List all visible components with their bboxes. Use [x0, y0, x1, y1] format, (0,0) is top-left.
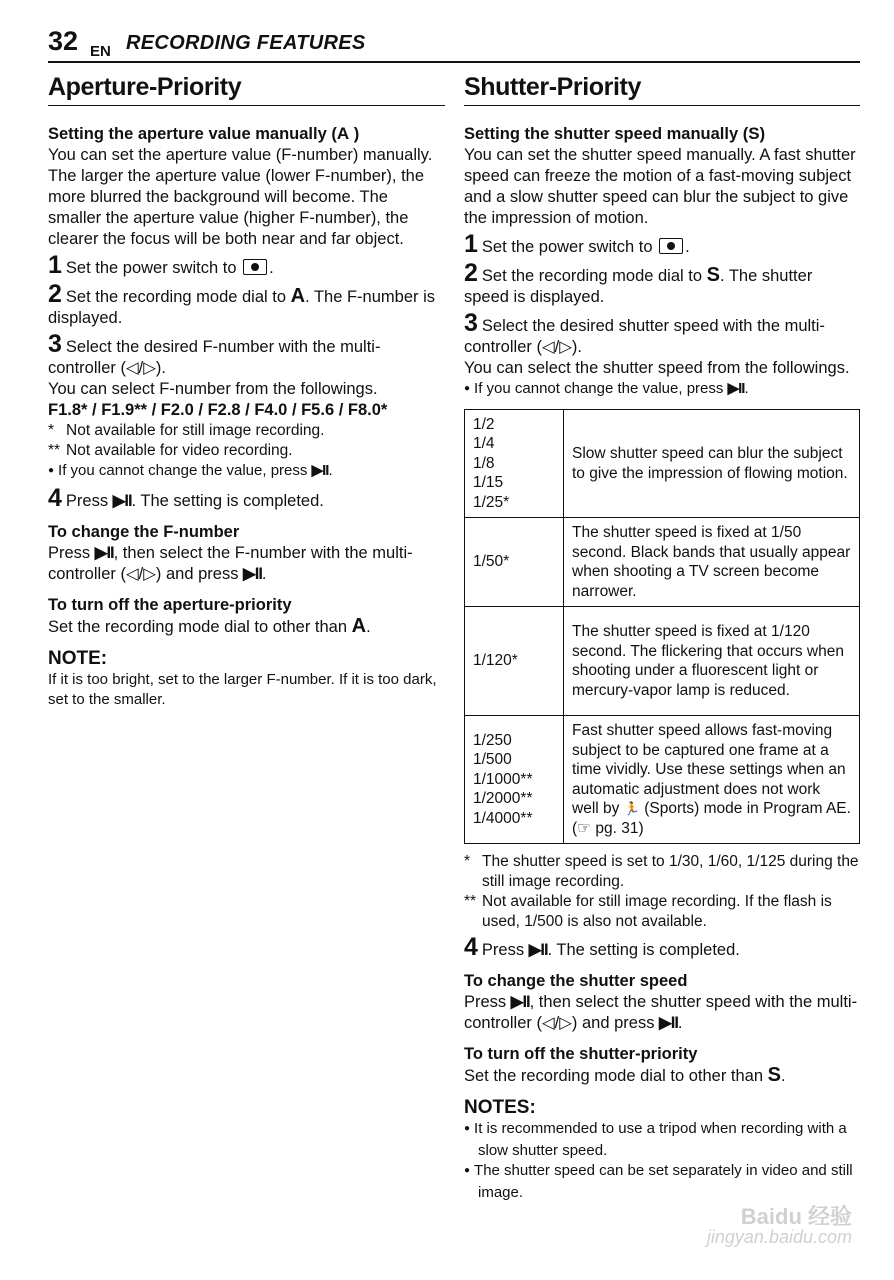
footnote-double-star: ** Not available for video recording.: [48, 442, 293, 459]
shutter-select-text: You can select the shutter speed from the followings.: [464, 359, 850, 377]
footnote-single-star: * Not available for still image recording.: [48, 422, 325, 439]
description-cell: Fast shutter speed allows fast-moving subject to be captured one frame at a time vividly. Use these settings when an automatic adjustment does not work well by 🏃 (Sports) mode in Program AE. (☞ pg. 31): [564, 716, 860, 844]
section-title-aperture: Aperture-Priority: [48, 70, 445, 106]
change-shutter-text: Press ▶II, then select the shutter speed with the multi-controller (◁/▷) and press ▶II.: [464, 993, 858, 1032]
play-pause-icon: ▶II: [659, 1014, 678, 1032]
shutter-manual-heading: Setting the shutter speed manually (S): [464, 124, 766, 143]
shutter-mode-icon: S: [748, 124, 760, 143]
language-label: EN: [90, 43, 111, 60]
aperture-mode-icon: A: [290, 285, 306, 307]
speed-cell: 1/50*: [465, 518, 564, 607]
shutter-intro-text: You can set the shutter speed manually. A fast shutter speed can freeze the motion of a fast-moving subject and a slow shutter speed can blur the subject to give the impression of motion.: [464, 146, 856, 227]
shutter-step-4: 4 Press ▶II. The setting is completed.: [464, 933, 740, 961]
play-pause-icon: ▶II: [510, 993, 530, 1011]
aperture-manual-heading: Setting the aperture value manually (A ): [48, 124, 360, 143]
turn-off-shutter-heading: To turn off the shutter-priority: [464, 1045, 698, 1063]
description-cell: The shutter speed is fixed at 1/120 second. The flickering that occurs when shooting under a fluorescent light or mercury-vapor lamp is reduced.: [564, 607, 860, 716]
note-title: NOTE:: [48, 648, 108, 669]
change-fnumber-text: Press ▶II, then select the F-number with the multi-controller (◁/▷) and press ▶II.: [48, 544, 413, 583]
turn-off-shutter-text: Set the recording mode dial to other than S.: [464, 1064, 786, 1086]
watermark-url: jingyan.baidu.com: [706, 1227, 852, 1247]
aperture-mode-icon: A: [336, 124, 350, 143]
aperture-step-3: 3 Select the desired F-number with the multi-controller (◁/▷).: [48, 330, 381, 377]
page-number: 32: [48, 26, 79, 56]
table-footnotes: [464, 852, 860, 932]
page-header: [48, 26, 860, 63]
play-pause-icon: ▶II: [727, 380, 745, 397]
note-item: ● It is recommended to use a tripod when recording with a slow shutter speed.: [464, 1119, 860, 1161]
play-pause-icon: ▶II: [311, 462, 329, 479]
speed-cell: 1/250 1/500 1/1000** 1/2000** 1/4000**: [465, 716, 564, 844]
shutter-cannot-change-note: ● If you cannot change the value, press ▶II.: [464, 379, 860, 401]
fnumber-list: F1.8* / F1.9** / F2.0 / F2.8 / F4.0 / F5.6 / F8.0*: [48, 401, 388, 419]
table-row: [465, 607, 860, 716]
sports-icon: 🏃: [623, 801, 640, 816]
aperture-cannot-change-note: ● If you cannot change the value, press ▶II.: [48, 461, 445, 483]
aperture-step-2: 2 Set the recording mode dial to A. The F-number is displayed.: [48, 280, 435, 327]
aperture-priority-column: [48, 70, 445, 710]
speed-cell: 1/120*: [465, 607, 564, 716]
chapter-title: RECORDING FEATURES: [126, 32, 366, 54]
watermark: [707, 1206, 852, 1248]
table-row: [465, 518, 860, 607]
speed-cell: 1/2 1/4 1/8 1/15 1/25*: [465, 410, 564, 518]
notes-title: NOTES:: [464, 1097, 536, 1118]
shutter-step-2: 2 Set the recording mode dial to S. The shutter speed is displayed.: [464, 259, 813, 306]
aperture-intro-text: You can set the aperture value (F-number) manually. The larger the aperture value (lower F-number), the more blurred the background will become. The smaller the aperture value (higher F-number), the clearer the focus will be both near and far object.: [48, 146, 433, 248]
shutter-mode-icon: S: [706, 264, 720, 286]
play-pause-icon: ▶II: [112, 492, 132, 510]
shutter-speed-table: [464, 409, 860, 844]
shutter-priority-column: [464, 70, 860, 1203]
shutter-mode-icon: S: [767, 1064, 781, 1086]
table-row: [465, 410, 860, 518]
description-cell: Slow shutter speed can blur the subject to give the impression of flowing motion.: [564, 410, 860, 518]
change-fnumber-heading: To change the F-number: [48, 523, 240, 541]
aperture-step-1: 1 Set the power switch to .: [48, 251, 274, 279]
record-switch-icon: [243, 259, 267, 275]
footnote-single-star: * The shutter speed is set to 1/30, 1/60, 1/125 during the still image recording.: [464, 853, 859, 890]
footnote-double-star: ** Not available for still image recording. If the flash is used, 1/500 is also not available.: [464, 893, 832, 930]
play-pause-icon: ▶II: [243, 565, 262, 583]
description-cell: The shutter speed is fixed at 1/50 second. Black bands that usually appear when shooting a TV screen become narrower.: [564, 518, 860, 607]
fnumber-select-text: You can select F-number from the followings.: [48, 380, 378, 398]
note-item: ● The shutter speed can be set separately in video and still image.: [464, 1161, 860, 1203]
shutter-step-1: 1 Set the power switch to .: [464, 230, 690, 258]
record-switch-icon: [659, 238, 683, 254]
turn-off-aperture-text: Set the recording mode dial to other than A.: [48, 615, 371, 637]
play-pause-icon: ▶II: [528, 941, 548, 959]
note-text: If it is too bright, set to the larger F-number. If it is too dark, set to the smaller.: [48, 671, 437, 708]
pointer-icon: ☞: [577, 819, 592, 837]
section-title-shutter: Shutter-Priority: [464, 70, 860, 106]
play-pause-icon: ▶II: [94, 544, 114, 562]
change-shutter-heading: To change the shutter speed: [464, 972, 688, 990]
shutter-step-3: 3 Select the desired shutter speed with the multi-controller (◁/▷).: [464, 309, 825, 356]
turn-off-aperture-heading: To turn off the aperture-priority: [48, 596, 292, 614]
table-row: [465, 716, 860, 844]
watermark-brand: Baidu 经验: [740, 1204, 852, 1229]
aperture-mode-icon: A: [351, 615, 367, 637]
aperture-step-4: 4 Press ▶II. The setting is completed.: [48, 484, 324, 512]
